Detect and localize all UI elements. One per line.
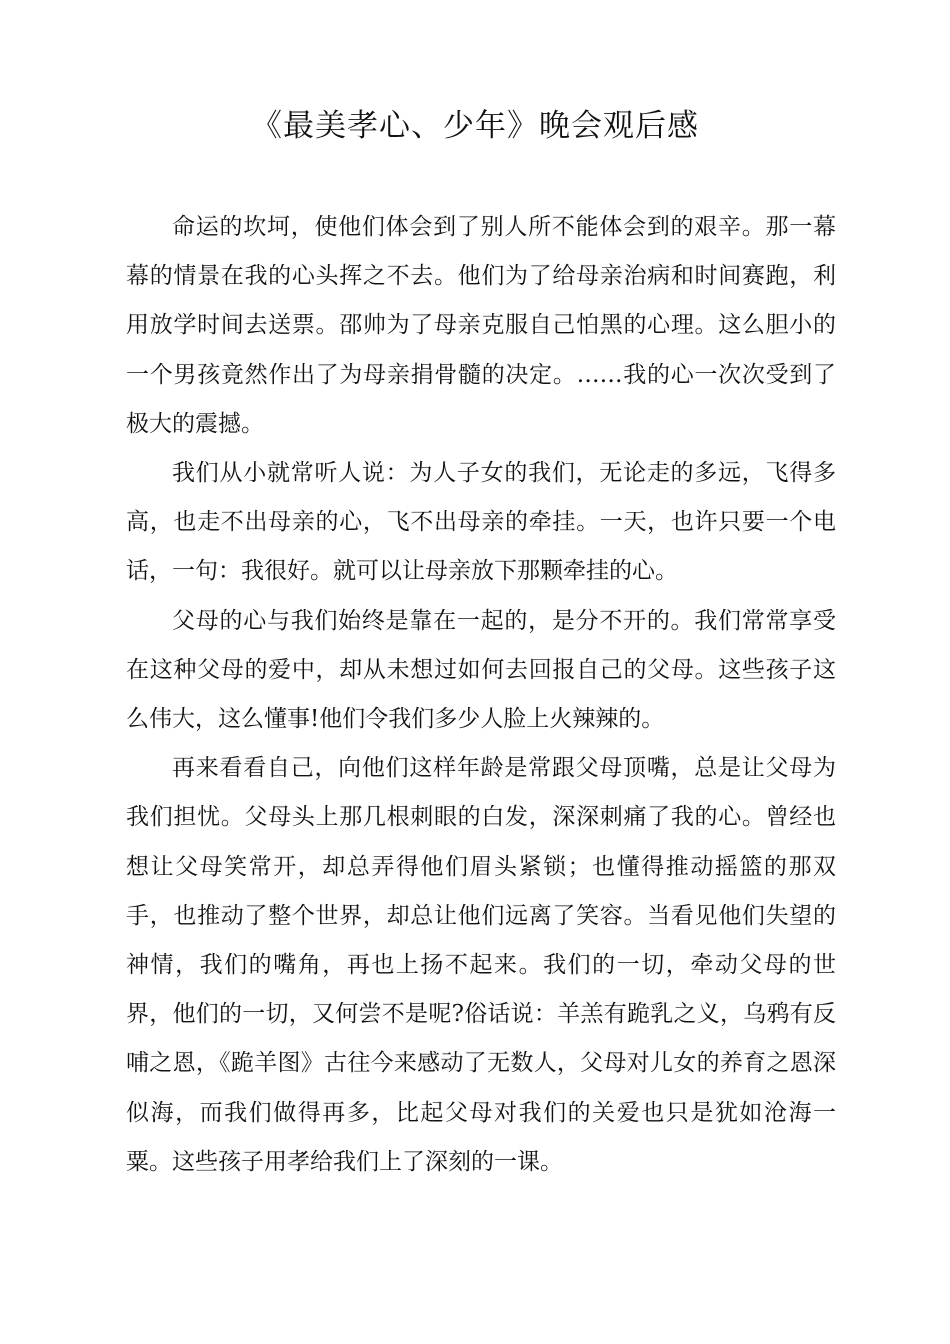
- document-title: 《最美孝心、少年》晚会观后感: [251, 108, 699, 144]
- document-body: [126, 203, 836, 1187]
- paragraph-1: 命运的坎坷，使他们体会到了别人所不能体会到的艰辛。那一幕幕的情景在我的心头挥之不去。他们为了给母亲治病和时间赛跑，利用放学时间去送票。邵帅为了母亲克服自己怕黑的心理。这么胆小的一个男孩竟然作出了为母亲捐骨髓的决定。……我的心一次次受到了极大的震撼。: [126, 214, 836, 437]
- paragraph-2: 我们从小就常听人说：为人子女的我们，无论走的多远，飞得多高，也走不出母亲的心，飞不出母亲的牵挂。一天，也许只要一个电话，一句：我很好。就可以让母亲放下那颗牵挂的心。: [126, 460, 836, 585]
- paragraph-4: 再来看看自己，向他们这样年龄是常跟父母顶嘴，总是让父母为我们担忧。父母头上那几根刺眼的白发，深深刺痛了我的心。曾经也想让父母笑常开，却总弄得他们眉头紧锁；也懂得推动摇篮的那双手，也推动了整个世界，却总让他们远离了笑容。当看见他们失望的神情，我们的嘴角，再也上扬不起来。我们的一切，牵动父母的世界，他们的一切，又何尝不是呢?俗话说：羊羔有跪乳之义，乌鸦有反哺之恩，《跪羊图》古往今来感动了无数人，父母对儿女的养育之恩深似海，而我们做得再多，比起父母对我们的关爱也只是犹如沧海一粟。这些孩子用孝给我们上了深刻的一课。: [126, 755, 836, 1175]
- paragraph-3: 父母的心与我们始终是靠在一起的，是分不开的。我们常常享受在这种父母的爱中，却从未想过如何去回报自己的父母。这些孩子这么伟大，这么懂事!他们令我们多少人脸上火辣辣的。: [126, 607, 836, 733]
